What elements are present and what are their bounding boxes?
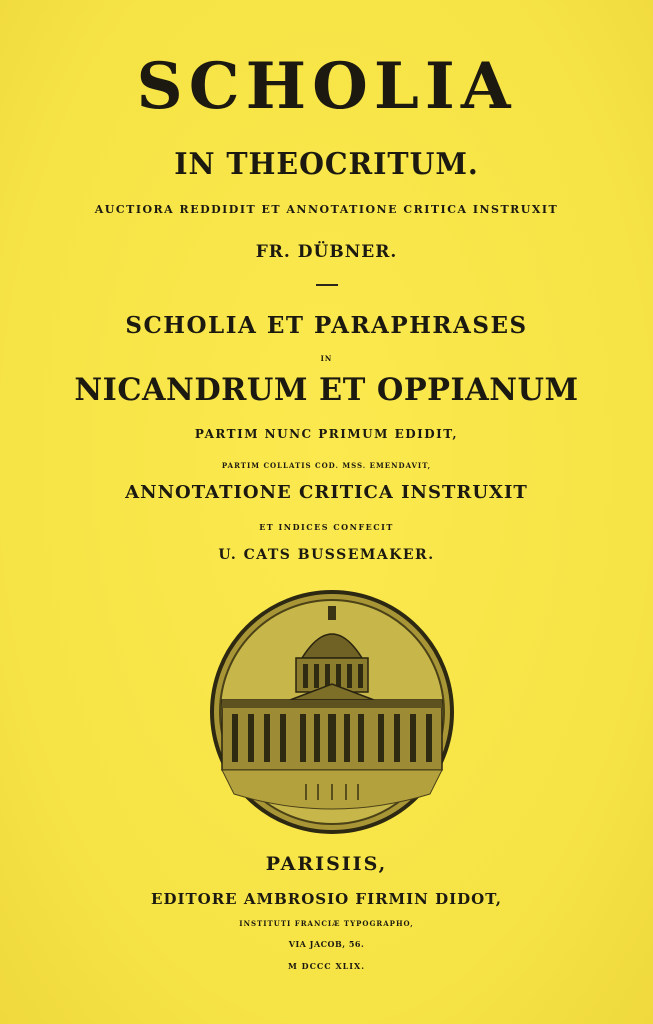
line-partim-collatis: PARTIM COLLATIS COD. MSS. EMENDAVIT, [221,461,432,470]
subtitle-theocritum: IN THEOCRITUM. [174,147,479,182]
imprint-place: PARISIIS, [265,853,388,875]
imprint-year: M DCCC XLIX. [287,961,366,971]
line-indices: ET INDICES CONFECIT [259,522,394,532]
imprint-publisher: EDITORE AMBROSIO FIRMIN DIDOT, [151,890,502,908]
book-title: SCHOLIA [136,49,517,124]
subtitle-nicandrum: NICANDRUM ET OPPIANUM [74,372,579,408]
author-bussemaker: U. CATS BUSSEMAKER. [218,547,435,563]
line-annotatione: ANNOTATIONE CRITICA INSTRUXIT [125,482,528,503]
imprint-institute: INSTITUTI FRANCIÆ TYPOGRAPHO, [239,919,414,928]
divider-rule [316,284,338,286]
author-dubner: FR. DÜBNER. [255,242,398,262]
in-word: IN [320,354,333,363]
domed-building-medallion-icon [208,588,456,836]
imprint-address: VIA JACOB, 56. [288,939,365,949]
subtitle-scholia-paraphrases: SCHOLIA ET PARAPHRASES [125,312,528,339]
line-partim-nunc: PARTIM NUNC PRIMUM EDIDIT, [194,427,459,441]
subtitle-auctiora: AUCTIORA REDDIDIT ET ANNOTATIONE CRITICA INSTRUXIT [94,203,559,216]
